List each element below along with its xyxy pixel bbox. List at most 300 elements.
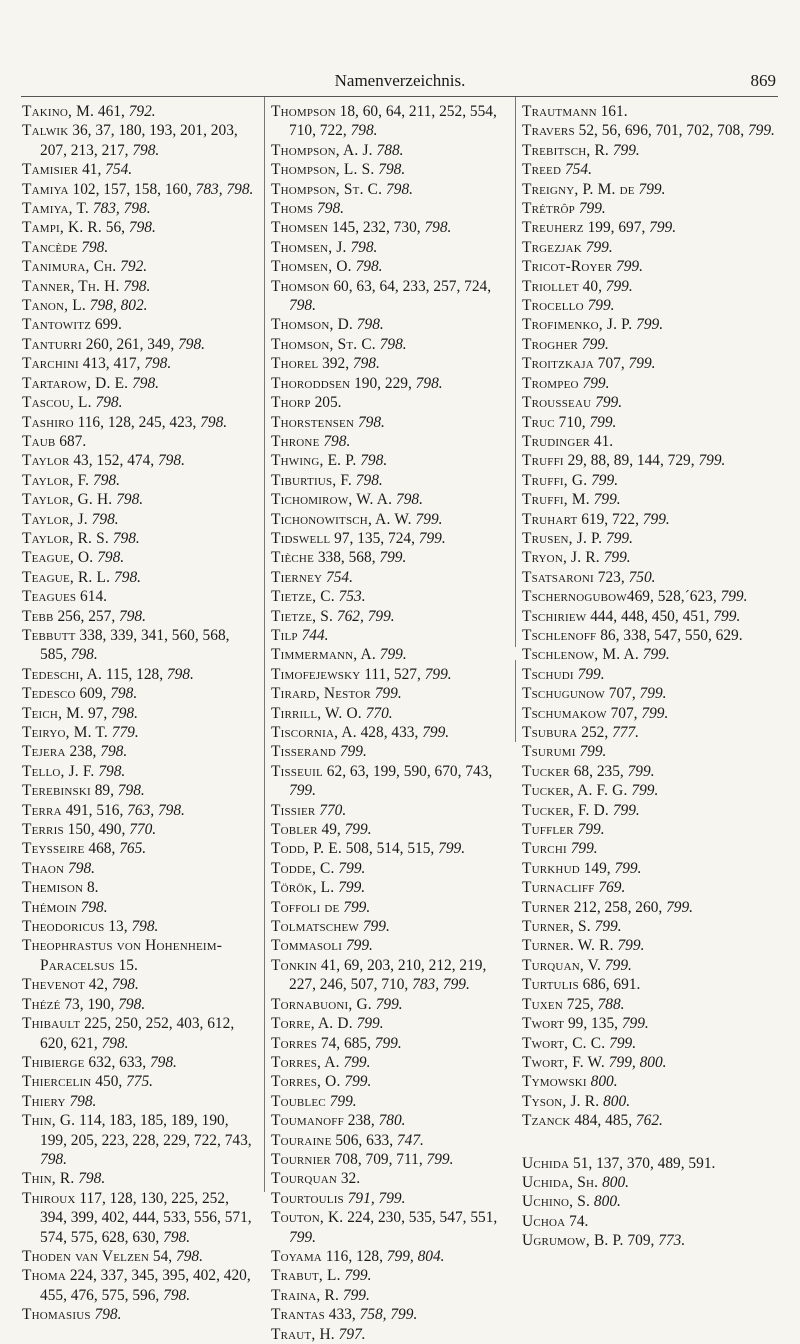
entry-name: Traut, H. <box>271 1325 335 1343</box>
entry-pages-italic: 798. <box>112 529 140 547</box>
entry-pages-italic: 799. <box>329 1092 357 1110</box>
index-entry <box>522 413 778 432</box>
entry-name: Tourquan <box>271 1170 338 1188</box>
entry-name: Taylor, J. <box>22 510 88 528</box>
entry-pages: 609, <box>75 685 111 703</box>
index-entry <box>271 1092 506 1111</box>
entry-name: Truffi, G. <box>522 471 588 489</box>
entry-pages-italic: 799. <box>698 452 726 470</box>
entry-pages-italic: 799. <box>375 995 403 1013</box>
entry-pages-italic: 747. <box>396 1131 424 1149</box>
entry-pages-italic: 799. <box>438 840 466 858</box>
entry-pages-italic: 798. <box>352 355 380 373</box>
index-entry <box>271 102 506 141</box>
entry-pages-italic: 758, 799. <box>359 1306 418 1324</box>
entry-name: Touraine <box>271 1131 332 1149</box>
entry-pages-italic: 798. <box>424 219 452 237</box>
entry-name: Tietze, C. <box>271 588 335 606</box>
entry-name: Torres <box>271 1034 318 1052</box>
entry-pages-italic: 798. <box>360 452 388 470</box>
index-entry <box>22 1266 254 1305</box>
entry-pages-italic: 799. <box>579 743 607 761</box>
entry-pages-italic: 788. <box>597 995 625 1013</box>
entry-pages: 238, <box>343 1112 379 1130</box>
index-entry <box>522 1231 778 1250</box>
entry-pages-italic: 799. <box>578 200 606 218</box>
entry-pages-italic: 799. <box>344 1267 372 1285</box>
entry-name: Thomsen, J. <box>271 238 347 256</box>
entry-pages-italic: 798. <box>40 1150 67 1168</box>
index-entry <box>271 529 506 548</box>
entry-name: Tisseuil <box>271 762 323 780</box>
entry-name: Teague, O. <box>22 549 94 567</box>
index-entry <box>522 995 778 1014</box>
index-entry <box>271 742 506 761</box>
index-entry <box>271 665 506 684</box>
entry-name: Talwik <box>22 122 69 140</box>
index-entry <box>22 1169 254 1188</box>
entry-pages-italic: 798. <box>97 549 125 567</box>
entry-name: Thompson <box>271 103 336 120</box>
entry-pages-italic: 800. <box>590 1073 618 1091</box>
entry-pages-italic: 792. <box>120 258 148 276</box>
index-entry <box>522 1014 778 1033</box>
entry-pages-italic: 799. <box>426 1150 454 1168</box>
entry-name: Touton, K. <box>271 1209 344 1227</box>
index-entry <box>522 277 778 296</box>
entry-pages-italic: 798. <box>289 297 316 315</box>
index-entry <box>22 723 254 742</box>
index-entry <box>22 936 254 975</box>
entry-name: Treuherz <box>522 219 584 237</box>
entry-name: Tilp <box>271 626 298 644</box>
index-entry <box>271 160 506 179</box>
entry-pages: 224, 337, 345, 395, 402, 420, 455, 476, 575, 596, <box>40 1267 251 1304</box>
entry-pages: 205. <box>310 394 342 412</box>
index-entry <box>271 1189 506 1208</box>
index-entry <box>271 626 506 645</box>
entry-name: Trétrôp <box>522 200 575 218</box>
entry-pages-italic: 799. <box>642 510 670 528</box>
entry-name: Tisserand <box>271 743 336 761</box>
entry-pages-italic: 799. <box>591 471 619 489</box>
entry-name: Teysseire <box>22 840 85 858</box>
entry-name: Trusen, J. P. <box>522 529 603 547</box>
entry-name: Tsubura <box>522 724 578 741</box>
index-entry <box>22 413 254 432</box>
index-entry <box>271 878 506 897</box>
index-entry <box>271 141 506 160</box>
entry-name: Thibierge <box>22 1053 85 1071</box>
index-entry <box>22 742 254 761</box>
entry-pages: 150, 490, <box>63 821 130 839</box>
index-entry <box>522 510 778 529</box>
entry-name: Turkhud <box>522 859 580 877</box>
index-entry <box>271 199 506 218</box>
entry-name: Truhart <box>522 510 578 528</box>
entry-name: Truffi <box>522 452 564 470</box>
index-entry <box>22 762 254 781</box>
entry-pages-italic: 798. <box>128 219 156 237</box>
index-entry <box>522 218 778 237</box>
entry-pages: 709, <box>623 1232 659 1250</box>
index-entry <box>522 587 778 606</box>
entry-pages-italic: 783, 798. <box>195 180 254 198</box>
entry-name: Tucker, A. F. G. <box>522 782 628 800</box>
entry-name: Taylor, R. S. <box>22 529 109 547</box>
entry-pages-italic: 798. <box>123 277 151 295</box>
entry-pages: 68, 235, <box>569 762 628 780</box>
entry-pages: 468, <box>84 840 120 858</box>
entry-pages-italic: 798. <box>98 762 126 780</box>
entry-pages-italic: 798. <box>317 200 344 218</box>
entry-pages: 29, 88, 89, 144, 729, <box>563 452 699 470</box>
entry-pages-italic: 799. <box>612 801 640 819</box>
entry-pages-italic: 763, 798. <box>127 801 185 819</box>
entry-pages-italic: 783, 799. <box>412 976 470 994</box>
entry-pages-italic: 775. <box>126 1073 154 1091</box>
index-entry <box>271 956 506 995</box>
index-entry <box>271 1053 506 1072</box>
entry-pages-italic: 799. <box>666 898 694 916</box>
entry-name: Thompson, St. C. <box>271 180 383 198</box>
entry-pages-italic: 770. <box>319 801 347 819</box>
entry-name: Tamiya <box>22 180 69 198</box>
index-entry <box>22 315 254 334</box>
index-entry <box>22 277 254 296</box>
entry-pages-italic: 798. <box>415 374 443 392</box>
index-entry <box>271 1111 506 1130</box>
entry-name: Tirard, Nestor <box>271 685 371 703</box>
entry-pages-italic: 798. <box>386 180 413 198</box>
entry-pages-italic: 798. <box>70 646 98 664</box>
entry-pages-italic: 798. <box>118 995 146 1013</box>
entry-pages-italic: 799. <box>603 549 631 567</box>
entry-pages: 506, 633, <box>331 1131 397 1149</box>
entry-pages-italic: 799. <box>344 821 372 839</box>
index-entry <box>271 917 506 936</box>
entry-pages-italic: 762. <box>635 1112 663 1130</box>
entry-pages: 508, 514, 515, <box>341 840 439 858</box>
index-entry <box>22 451 254 470</box>
entry-pages-italic: 788. <box>376 141 404 159</box>
entry-pages-italic: 798. <box>178 335 206 353</box>
entry-pages-italic: 799. <box>362 918 390 936</box>
entry-name: Tournier <box>271 1150 331 1168</box>
index-entry <box>22 975 254 994</box>
index-entry <box>22 471 254 490</box>
index-entry <box>271 490 506 509</box>
entry-pages-italic: 798. <box>323 432 351 450</box>
entry-pages-italic: 800. <box>603 1092 631 1110</box>
index-entry <box>522 296 778 315</box>
index-entry <box>522 607 778 626</box>
index-entry <box>522 762 778 781</box>
entry-pages: 74. <box>565 1212 589 1230</box>
index-entry <box>271 1305 506 1324</box>
entry-pages-italic: 799. <box>577 821 605 839</box>
entry-pages-italic: 799. <box>356 1015 384 1033</box>
entry-pages-italic: 799. <box>614 859 642 877</box>
entry-pages-italic: 762, 799. <box>336 607 395 625</box>
entry-pages: 62, 63, 199, 590, 670, 743, <box>322 762 493 780</box>
index-entry <box>22 296 254 315</box>
index-entry <box>522 936 778 955</box>
entry-pages: 43, 152, 474, <box>69 452 158 470</box>
entry-name: Terris <box>22 821 64 839</box>
entry-pages: 56, <box>101 219 129 237</box>
entry-name: Tschlenoff <box>522 626 597 644</box>
index-entry <box>271 277 506 316</box>
entry-pages: 707, <box>593 355 629 373</box>
entry-pages-italic: 799. <box>374 1034 402 1052</box>
index-entry <box>522 878 778 897</box>
index-entry <box>522 568 778 587</box>
index-entry <box>22 995 254 1014</box>
index-entry <box>271 1150 506 1169</box>
entry-pages-italic: 791, 799. <box>347 1189 406 1207</box>
entry-pages: 18, 60, 64, 211, 252, 554, 710, 722, <box>289 103 497 140</box>
index-entry <box>522 801 778 820</box>
entry-pages: 49, <box>317 821 345 839</box>
index-entry <box>22 626 254 665</box>
entry-pages: 260, 261, 349, <box>81 335 179 353</box>
entry-name: Truffi, M. <box>522 491 590 509</box>
index-column-1 <box>22 102 254 1325</box>
entry-name: Thevenot <box>22 976 85 994</box>
entry-name: Tedeschi, A. <box>22 665 103 683</box>
entry-name: Tarchini <box>22 355 79 373</box>
entry-name: Thoroddsen <box>271 374 351 392</box>
entry-name: Tanon, L. <box>22 297 86 315</box>
entry-name: Todd, P. E. <box>271 840 342 858</box>
entry-name: Tommasoli <box>271 937 343 955</box>
index-entry <box>522 1212 778 1231</box>
entry-name: Tirrill, W. O. <box>271 704 362 722</box>
entry-pages: 41, <box>78 161 106 179</box>
entry-pages-italic: 799. <box>621 1015 649 1033</box>
entry-name: Treed <box>522 161 562 179</box>
entry-pages: 433, <box>324 1306 360 1324</box>
index-entry <box>22 704 254 723</box>
entry-pages: 614. <box>76 588 107 606</box>
entry-name: Tedesco <box>22 685 76 703</box>
entry-name: Tierney <box>271 568 323 586</box>
entry-name: Thorp <box>271 394 311 412</box>
index-entry <box>271 1266 506 1285</box>
entry-pages: 725, <box>562 995 598 1013</box>
index-entry <box>22 238 254 257</box>
index-entry <box>22 393 254 412</box>
entry-name: Thompson, L. S. <box>271 161 375 179</box>
index-entry <box>522 1154 778 1173</box>
entry-name: Tanimura, Ch. <box>22 258 117 276</box>
index-entry <box>271 238 506 257</box>
index-entry <box>271 587 506 606</box>
entry-pages-italic: 799. <box>628 355 656 373</box>
entry-name: Theodoricus <box>22 918 105 936</box>
entry-pages-italic: 799. <box>338 859 366 877</box>
entry-name: Tampi, K. R. <box>22 219 102 237</box>
entry-name: Tonkin <box>271 956 318 974</box>
entry-pages: 708, 709, 711, <box>330 1150 427 1168</box>
index-entry <box>22 898 254 917</box>
index-entry <box>522 1192 778 1211</box>
entry-pages-italic: 799. <box>616 258 643 276</box>
index-entry <box>522 917 778 936</box>
entry-pages: 484, 485, <box>570 1112 636 1130</box>
entry-pages-italic: 798, 802. <box>89 297 148 315</box>
entry-pages-italic: 799. <box>612 141 640 159</box>
entry-pages-italic: 799. <box>424 665 452 683</box>
entry-pages-italic: 753. <box>338 588 366 606</box>
index-entry <box>271 723 506 742</box>
entry-pages-italic: 799. <box>606 529 633 547</box>
entry-pages-italic: 799. <box>604 956 632 974</box>
entry-pages-italic: 798. <box>81 238 109 256</box>
entry-pages: 444, 448, 450, 451, <box>586 607 714 625</box>
entry-pages-italic: 754. <box>326 568 353 586</box>
page-number: 869 <box>750 71 776 90</box>
entry-pages-italic: 750. <box>628 568 656 586</box>
index-entry <box>22 218 254 237</box>
entry-name: Thorstensen <box>271 413 355 431</box>
entry-name: Terra <box>22 801 62 819</box>
entry-pages-italic: 799, 800. <box>608 1053 667 1071</box>
entry-pages: 89, <box>90 782 118 800</box>
index-entry <box>522 626 778 645</box>
entry-name: Tschudi <box>522 665 574 683</box>
entry-name: Turner <box>522 898 570 916</box>
entry-name: Uchida, Sh. <box>522 1173 599 1191</box>
entry-pages-italic: 783, 798. <box>92 200 151 218</box>
index-entry <box>22 1305 254 1324</box>
index-entry <box>271 393 506 412</box>
index-entry <box>271 995 506 1014</box>
index-entry <box>271 1014 506 1033</box>
entry-pages: 161. <box>596 103 628 120</box>
entry-pages-italic: 798. <box>91 510 119 528</box>
entry-name: Taub <box>22 432 56 450</box>
entry-pages-italic: 799. <box>418 529 446 547</box>
entry-name: Thomsen, O. <box>271 258 352 276</box>
index-entry <box>271 1208 506 1247</box>
entry-name: Tyson, J. R. <box>522 1092 600 1110</box>
entry-pages-italic: 798. <box>93 471 120 489</box>
entry-name: Thiery <box>22 1092 66 1110</box>
entry-pages-italic: 798. <box>132 374 160 392</box>
entry-pages-italic: 798. <box>117 782 145 800</box>
index-entry <box>522 1034 778 1053</box>
entry-name: Tanner, Th. H. <box>22 277 120 295</box>
entry-name: Timofejewsky <box>271 665 361 683</box>
index-entry <box>522 742 778 761</box>
entry-pages: 619, 722, <box>577 510 643 528</box>
entry-name: Tobler <box>271 821 318 839</box>
entry-pages-italic: 798. <box>200 413 228 431</box>
entry-pages: 338, 568, <box>313 549 380 567</box>
entry-pages: 60, 63, 64, 233, 257, 724, <box>329 277 492 295</box>
index-entry <box>522 1053 778 1072</box>
entry-name: Tsatsaroni <box>522 568 594 586</box>
index-entry <box>522 645 778 664</box>
entry-name: Trudinger <box>522 432 591 450</box>
entry-pages-italic: 798. <box>357 413 385 431</box>
entry-pages: 707, <box>604 685 640 703</box>
entry-pages-italic: 754. <box>105 161 133 179</box>
index-entry <box>22 121 254 160</box>
index-entry <box>22 374 254 393</box>
index-entry <box>271 548 506 567</box>
entry-pages-italic: 798. <box>131 918 159 936</box>
entry-pages: 145, 232, 730, <box>328 219 425 237</box>
entry-pages-italic: 799. <box>585 238 613 256</box>
entry-pages-italic: 799. <box>595 394 623 412</box>
entry-name: Takino, M. <box>22 103 95 120</box>
index-entry <box>22 859 254 878</box>
entry-pages-italic: 799. <box>343 1053 371 1071</box>
entry-pages-italic: 798. <box>355 471 383 489</box>
entry-name: Taylor, F. <box>22 471 90 489</box>
entry-pages: 99, 135, <box>564 1015 622 1033</box>
entry-name: Travers <box>522 122 575 140</box>
index-entry <box>522 102 778 121</box>
entry-pages-italic: 799. <box>339 743 367 761</box>
entry-name: Tello, J. F. <box>22 762 95 780</box>
index-entry <box>271 471 506 490</box>
entry-name: Trgezjak <box>522 238 582 256</box>
entry-name: Teagues <box>22 588 77 606</box>
index-entry <box>271 413 506 432</box>
entry-pages-italic: 800. <box>602 1173 629 1191</box>
entry-name: Tièche <box>271 549 314 567</box>
entry-name: Thibault <box>22 1015 81 1033</box>
index-entry <box>271 898 506 917</box>
entry-pages-italic: 798. <box>94 1306 122 1324</box>
entry-pages: 212, 258, 260, <box>569 898 667 916</box>
entry-pages-italic: 798. <box>78 1170 106 1188</box>
index-entry <box>271 451 506 470</box>
index-entry <box>22 102 254 121</box>
index-entry <box>522 704 778 723</box>
entry-name: Turquan, V. <box>522 956 602 974</box>
entry-name: Tiscornia, A. <box>271 724 357 741</box>
index-entry <box>522 374 778 393</box>
entry-name: Tryon, J. R. <box>522 549 600 567</box>
entry-name: Thwing, E. P. <box>271 452 357 470</box>
entry-name: Thin, G. <box>22 1112 76 1130</box>
index-entry <box>22 180 254 199</box>
entry-pages-italic: 799. <box>639 685 667 703</box>
entry-pages: 116, 128, <box>321 1247 387 1265</box>
entry-name: Trousseau <box>522 394 592 412</box>
entry-name: Uchida <box>522 1154 570 1172</box>
index-entry <box>522 199 778 218</box>
index-entry <box>522 315 778 334</box>
index-entry <box>522 238 778 257</box>
index-entry <box>522 1111 778 1130</box>
entry-name: Theophrastus von Hohenheim-Paracelsus <box>22 937 223 974</box>
entry-pages-italic: 799. <box>582 374 610 392</box>
index-entry <box>22 257 254 276</box>
index-entry <box>271 1247 506 1266</box>
entry-pages-italic: 798. <box>69 1092 97 1110</box>
entry-name: Tricot-Royer <box>522 258 613 276</box>
entry-name: Uchoa <box>522 1212 566 1230</box>
index-entry <box>522 335 778 354</box>
index-entry <box>271 1034 506 1053</box>
entry-pages: 252, <box>577 724 613 741</box>
